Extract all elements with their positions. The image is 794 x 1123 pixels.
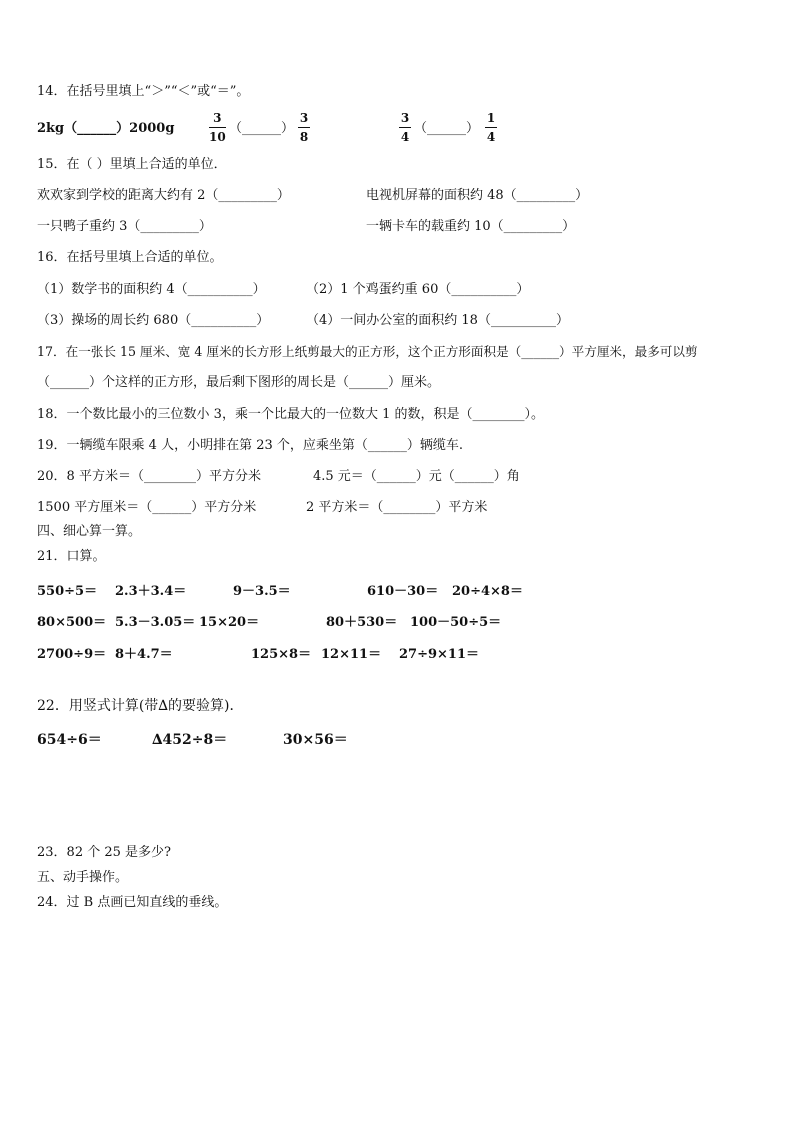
q20-item: 2 平方米＝（________）平方米: [306, 500, 488, 515]
q15-item: 电视机屏幕的面积约 48（_________）: [366, 188, 589, 203]
q24-text: 24．过 B 点画已知直线的垂线。: [37, 895, 228, 910]
q21-cell: 15×20＝: [199, 615, 260, 630]
frac-numerator: 3: [213, 111, 222, 125]
frac-bar: [209, 127, 226, 128]
q18-text: 18．一个数比最小的三位数小 3，乘一个比最大的一位数大 1 的数，积是（________）。: [37, 407, 544, 422]
q16-item: （2）1 个鸡蛋约重 60（__________）: [306, 282, 530, 297]
frac-bar: [298, 127, 310, 128]
q21-title: 21．口算。: [37, 549, 106, 564]
q21-cell: 2700÷9＝: [37, 647, 107, 662]
q21-cell: 550÷5＝: [37, 584, 98, 599]
q20-item: 4.5 元＝（______）元（______）角: [313, 469, 520, 484]
section-5-heading: 五、动手操作。: [37, 870, 129, 885]
frac-bar: [399, 127, 411, 128]
q14-frac1: [209, 111, 226, 144]
q20-item: 20．8 平方米＝（________）平方分米: [37, 469, 261, 484]
q16-item: （4）一间办公室的面积约 18（__________）: [306, 313, 569, 328]
frac-numerator: 1: [486, 111, 496, 125]
q16-item: （1）数学书的面积约 4（__________）: [37, 282, 266, 297]
q17-line1: 17．在一张长 15 厘米、宽 4 厘米的长方形上纸剪最大的正方形，这个正方形面积是（______）平方厘米，最多可以剪: [37, 344, 698, 359]
q21-cell: 80＋530＝: [326, 615, 398, 630]
q21-cell: 125×8＝: [251, 647, 312, 662]
q19-text: 19．一辆缆车限乘 4 人，小明排在第 23 个，应乘坐第（______）辆缆车.: [37, 438, 464, 453]
q14-frac2: [298, 111, 310, 144]
q21-cell: 5.3－3.05＝: [115, 615, 196, 630]
frac-denominator: 4: [400, 130, 410, 144]
frac-denominator: 8: [299, 130, 309, 144]
section-4-heading: 四、细心算一算。: [37, 524, 142, 539]
frac-bar: [485, 127, 497, 128]
q14-expr1: 2kg（______）2000g: [37, 121, 175, 136]
q15-item: 欢欢家到学校的距离大约有 2（_________）: [37, 188, 290, 203]
q21-cell: 100－50÷5＝: [410, 615, 502, 630]
frac-denominator: 10: [209, 130, 226, 144]
frac-numerator: 3: [299, 111, 309, 125]
frac-denominator: 4: [486, 130, 496, 144]
q17-line2: （______）个这样的正方形，最后剩下图形的周长是（______）厘米。: [37, 375, 441, 390]
q14-paren-1: （______）: [229, 121, 295, 136]
q21-cell: 80×500＝: [37, 615, 107, 630]
frac-numerator: 3: [400, 111, 410, 125]
q23-text: 23．82 个 25 是多少?: [37, 845, 171, 860]
q15-title: 15．在（ ）里填上合适的单位．: [37, 157, 227, 172]
q20-item: 1500 平方厘米＝（______）平方分米: [37, 500, 257, 515]
q16-title: 16．在括号里填上合适的单位。: [37, 250, 223, 265]
q21-cell: 9－3.5＝: [233, 584, 291, 599]
q21-cell: 2.3＋3.4＝: [115, 584, 187, 599]
q22-item: ∆452÷8＝: [152, 732, 228, 748]
q22-item: 30×56＝: [283, 732, 348, 748]
q14-paren-2: （______）: [414, 121, 480, 136]
q22-item: 654÷6＝: [37, 732, 102, 748]
q15-item: 一只鸭子重约 3（_________）: [37, 219, 212, 234]
q21-cell: 610－30＝: [367, 584, 439, 599]
q15-item: 一辆卡车的载重约 10（_________）: [366, 219, 576, 234]
q14-frac4: [485, 111, 497, 144]
q22-title: 22．用竖式计算(带∆的要验算)．: [37, 698, 244, 714]
q21-cell: 12×11＝: [321, 647, 382, 662]
q14-title: 14．在括号里填上“＞”“＜”或“＝”。: [37, 84, 250, 99]
q21-cell: 8＋4.7＝: [115, 647, 173, 662]
q21-cell: 20÷4×8＝: [452, 584, 523, 599]
q14-frac3: [399, 111, 411, 144]
q21-cell: 27÷9×11＝: [399, 647, 480, 662]
q16-item: （3）操场的周长约 680（__________）: [37, 313, 270, 328]
